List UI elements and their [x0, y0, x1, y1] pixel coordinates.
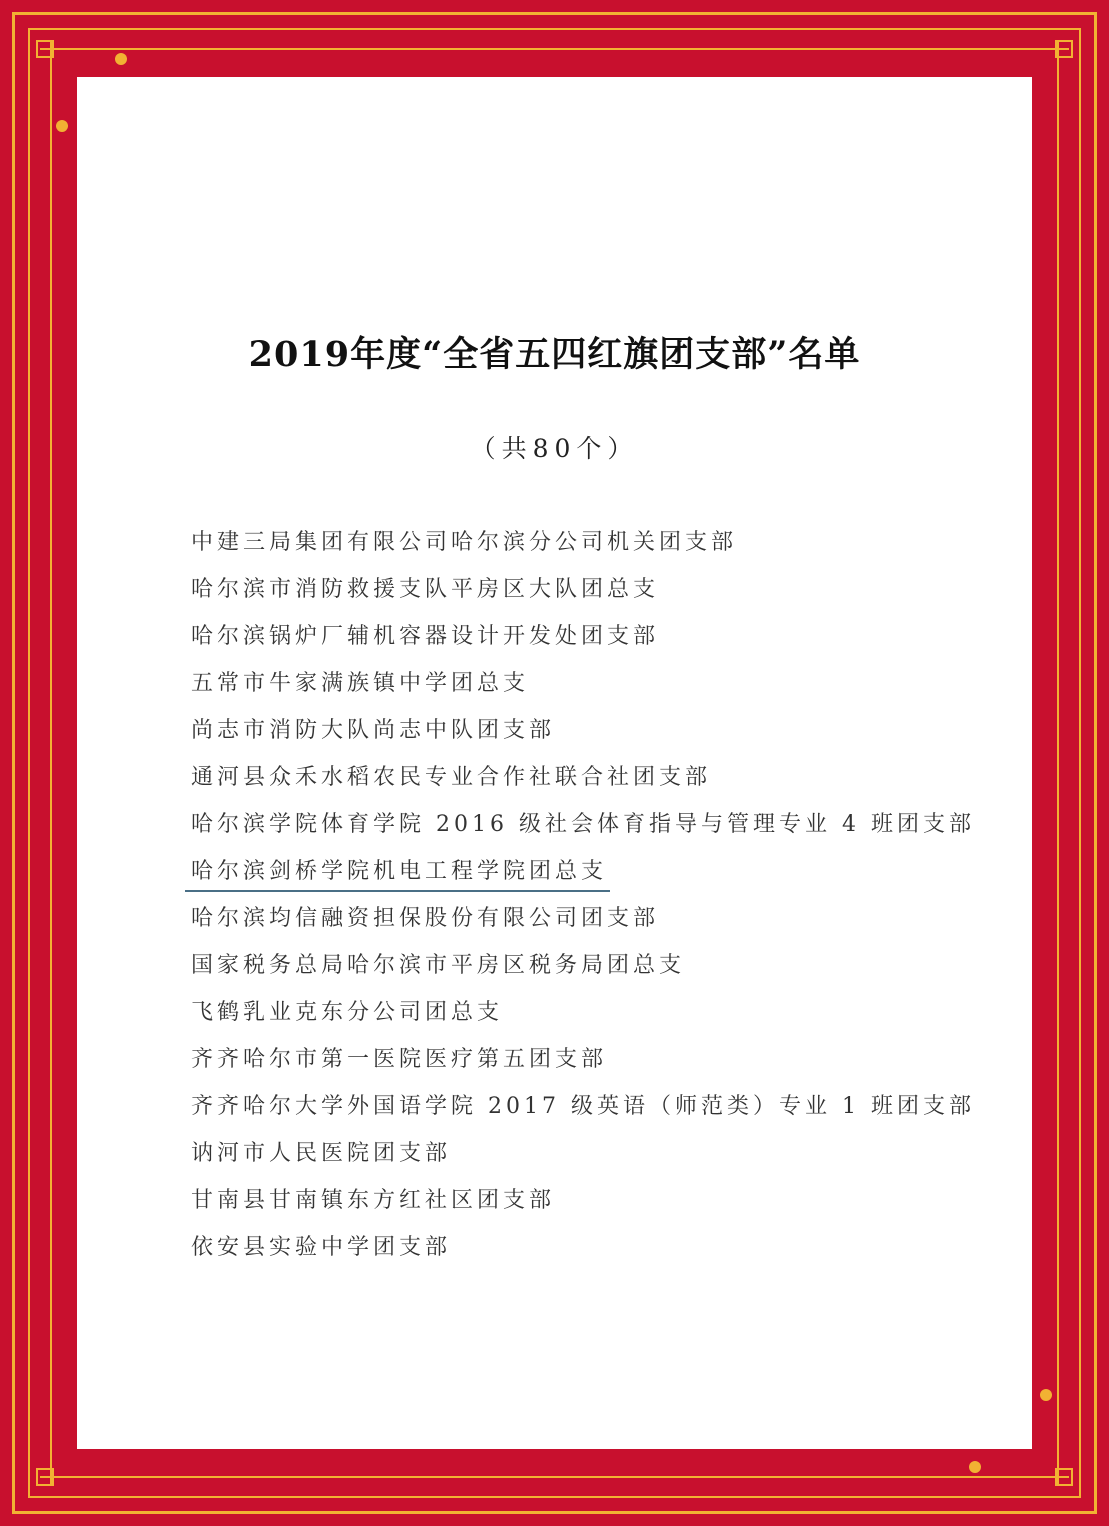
corner-ornament-bottom-left [36, 1468, 54, 1486]
list-item: 哈尔滨均信融资担保股份有限公司团支部 [191, 906, 660, 931]
list-item: 讷河市人民医院团支部 [191, 1141, 452, 1166]
list-item: 国家税务总局哈尔滨市平房区税务局团总支 [191, 953, 686, 978]
frame-dot-ornament [1040, 1389, 1052, 1401]
list-item: 哈尔滨市消防救援支队平房区大队团总支 [191, 577, 660, 602]
name-list [191, 523, 975, 1275]
document-title: 2019年度“全省五四红旗团支部”名单 [248, 334, 861, 375]
corner-ornament-top-right [1055, 40, 1073, 58]
list-item: 飞鹤乳业克东分公司团总支 [191, 1000, 504, 1025]
list-item: 哈尔滨学院体育学院 2016 级社会体育指导与管理专业 4 班团支部 [191, 812, 975, 837]
corner-ornament-top-left [36, 40, 54, 58]
list-item: 甘南县甘南镇东方红社区团支部 [191, 1188, 556, 1213]
highlight-underline [185, 890, 610, 892]
list-item: 中建三局集团有限公司哈尔滨分公司机关团支部 [191, 530, 738, 555]
list-item: 依安县实验中学团支部 [191, 1235, 452, 1260]
list-item: 五常市牛家满族镇中学团总支 [191, 671, 530, 696]
frame-dot-ornament [969, 1461, 981, 1473]
list-item: 哈尔滨剑桥学院机电工程学院团总支 [191, 859, 608, 884]
frame-dot-ornament [56, 120, 68, 132]
document-page [77, 77, 1032, 1449]
list-item: 哈尔滨锅炉厂辅机容器设计开发处团支部 [191, 624, 660, 649]
corner-ornament-bottom-right [1055, 1468, 1073, 1486]
list-item: 齐齐哈尔市第一医院医疗第五团支部 [191, 1047, 608, 1072]
document-subtitle: （共80个） [470, 434, 639, 463]
list-item: 尚志市消防大队尚志中队团支部 [191, 718, 556, 743]
list-item: 齐齐哈尔大学外国语学院 2017 级英语（师范类）专业 1 班团支部 [191, 1094, 975, 1119]
list-item: 通河县众禾水稻农民专业合作社联合社团支部 [191, 765, 712, 790]
frame-dot-ornament [115, 53, 127, 65]
